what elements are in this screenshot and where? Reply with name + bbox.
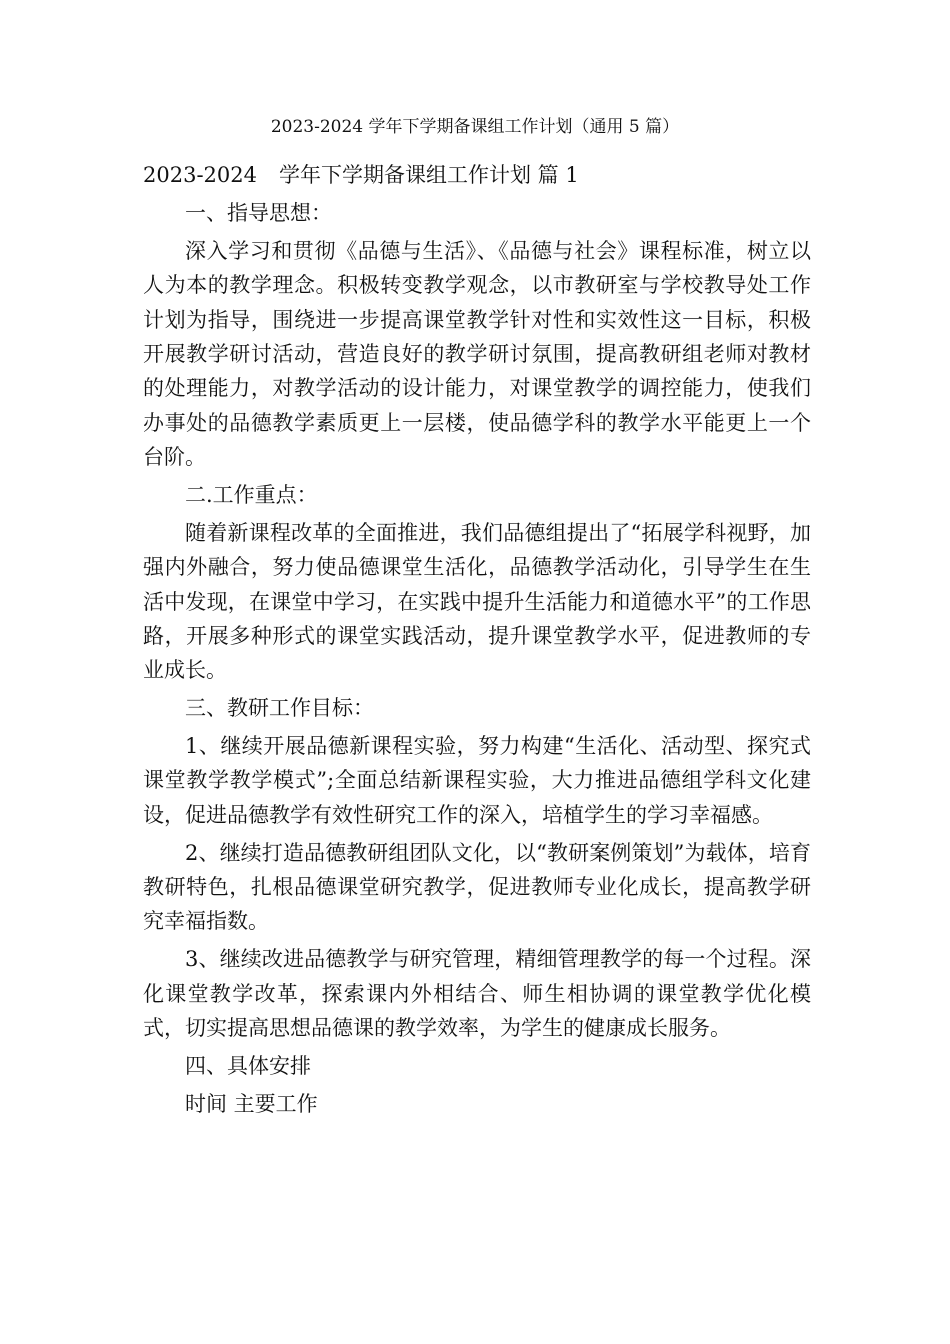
paragraph-guiding-thought: 深入学习和贯彻《品德与生活》、《品德与社会》课程标准，树立以人为本的教学理念。积极转变教学观念，以市教研室与学校教导处工作计划为指导，围绕进一步提高课堂教学针对性和实效性这一目标，积极开展教学研讨活动，营造良好的教学研讨氛围，提高教研组老师对教材的处理能力，对教学活动的设计能力，对课堂教学的调控能力，使我们办事处的品德教学素质更上一层楼，使品德学科的教学水平能更上一个台阶。 [143,238,811,470]
article-heading [143,160,579,190]
section-heading-arrangements: 四、具体安排 [185,1053,311,1078]
document-title: 2023-2024 学年下学期备课组工作计划（通用 5 篇） [270,117,680,137]
article-heading-year: 2023-2024 [143,163,257,187]
section-heading-work-focus: 二.工作重点： [185,483,318,508]
section-heading-guiding-thought: 一、指导思想： [185,201,332,225]
paragraph-goal-2: 2、继续打造品德教研组团队文化，以“教研案例策划”为载体，培育教研特色，扎根品德课堂研究教学，促进教师专业化成长，提高教学研究幸福指数。 [143,840,811,934]
schedule-header-line: 时间 主要工作 [185,1091,318,1116]
section-heading-research-goals: 三、教研工作目标： [185,696,374,721]
paragraph-goal-1: 1、继续开展品德新课程实验，努力构建“生活化、活动型、探究式课堂教学教学模式”;全面总结新课程实验，大力推进品德组学科文化建设，促进品德教学有效性研究工作的深入，培植学生的学习幸福感。 [143,734,811,827]
article-heading-text: 学年下学期备课组工作计划 篇 1 [278,163,579,187]
document-body [143,196,811,1124]
paragraph-work-focus: 随着新课程改革的全面推进，我们品德组提出了“拓展学科视野，加强内外融合，努力使品德课堂生活化，品德教学活动化，引导学生在生活中发现，在课堂中学习，在实践中提升生活能力和道德水平”的工作思路，开展多种形式的课堂实践活动，提升课堂教学水平，促进教师的专业成长。 [143,520,811,683]
paragraph-goal-3: 3、继续改进品德教学与研究管理，精细管理教学的每一个过程。深化课堂教学改革，探索课内外相结合、师生相协调的课堂教学优化模式，切实提高思想品德课的教学效率，为学生的健康成长服务。 [143,947,811,1041]
